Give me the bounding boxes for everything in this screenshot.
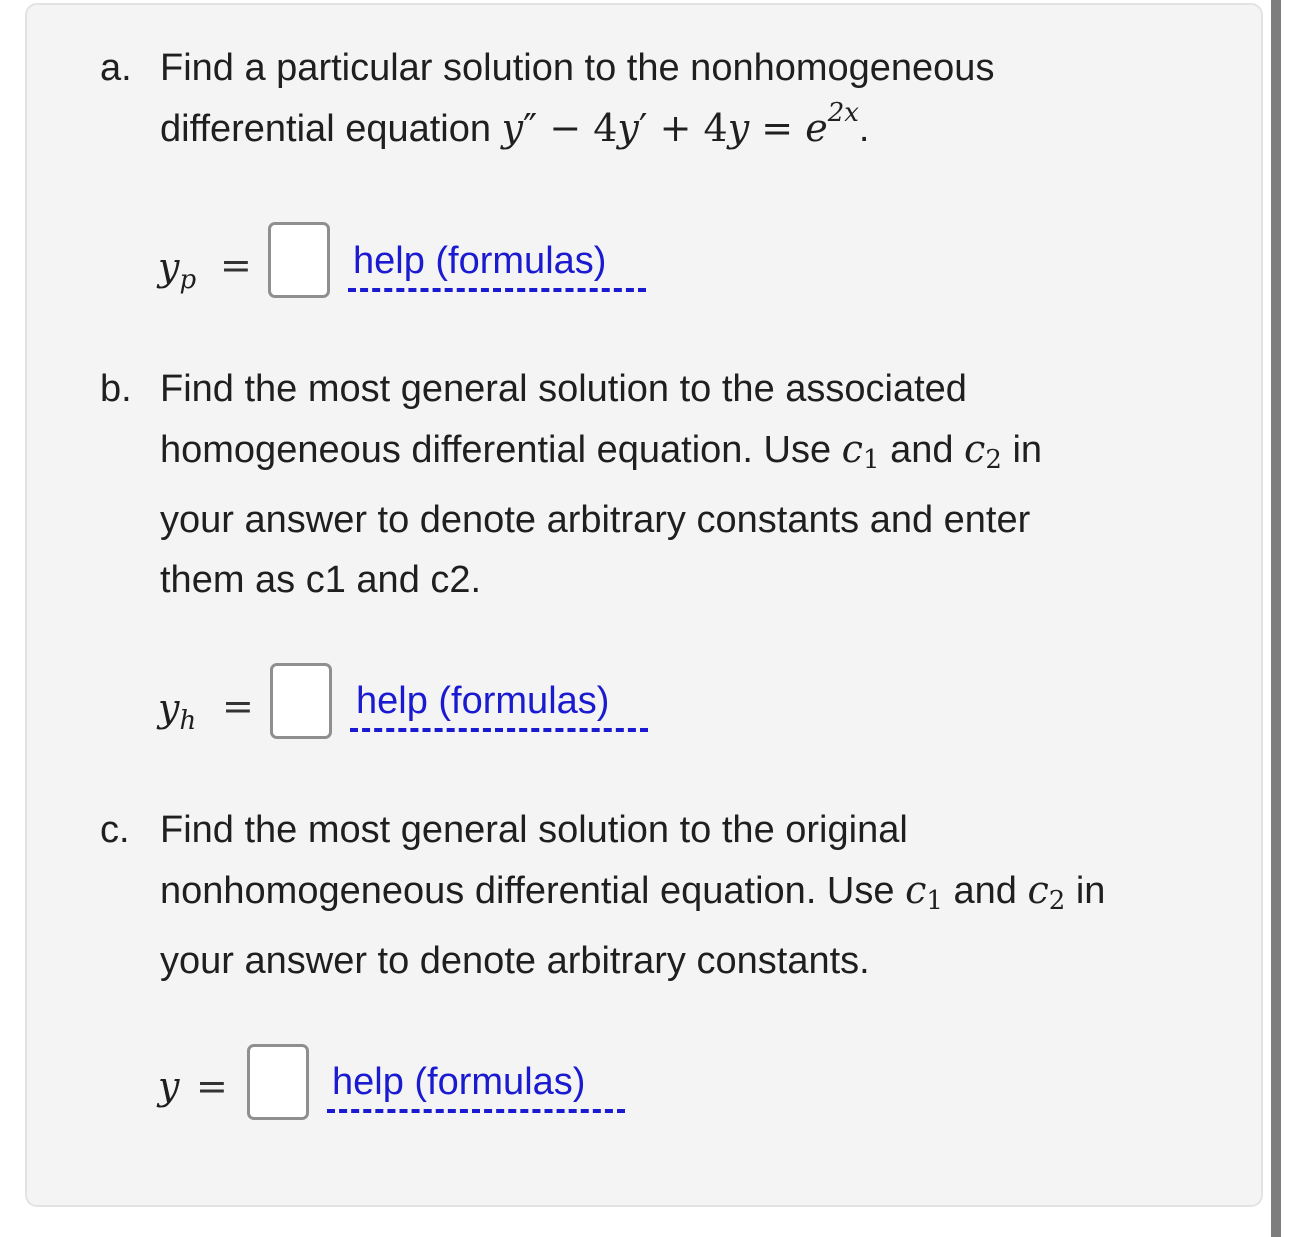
part-a-line1: Find a particular solution to the nonhomogeneous bbox=[160, 47, 995, 89]
y-answer-input[interactable] bbox=[247, 1044, 309, 1120]
yh-help-link[interactable]: help (formulas) bbox=[356, 680, 610, 722]
c1-symbol: $c_1$ bbox=[905, 868, 943, 916]
c2-symbol: $c_2$ bbox=[964, 427, 1002, 475]
part-c-marker: c. bbox=[100, 809, 130, 851]
c1-symbol: $c_1$ bbox=[841, 427, 880, 475]
part-b-marker: b. bbox=[100, 368, 132, 410]
part-b-prompt: Find the most general solution to the associated homogeneous differential equation. Use $c_1$ and $c_2$ in your answer to denote arbitrary constants and enter them as c1 and c2. bbox=[160, 368, 1043, 601]
yp-label: $y_p$ bbox=[158, 245, 197, 295]
yp-answer-input[interactable] bbox=[268, 222, 330, 298]
y-help-link[interactable]: help (formulas) bbox=[332, 1061, 586, 1103]
y-help-underline bbox=[327, 1109, 625, 1113]
y-label: y bbox=[158, 1064, 180, 1108]
yh-help-underline bbox=[350, 728, 648, 732]
differential-equation: $y'' - 4y' + 4y = e^{2x}$ bbox=[501, 98, 859, 150]
yp-help-underline bbox=[348, 288, 646, 292]
yh-answer-input[interactable] bbox=[270, 663, 332, 739]
part-a-line2: differential equation bbox=[160, 108, 491, 150]
yp-equals: = bbox=[220, 243, 252, 287]
yh-equals: = bbox=[222, 684, 254, 728]
yh-label: $y_h$ bbox=[158, 686, 197, 736]
part-a-prompt: Find a particular solution to the nonhomogeneous differential equation $y'' - 4y' + 4y = e^{2x}$. bbox=[160, 47, 995, 150]
scrollbar[interactable] bbox=[1271, 0, 1281, 1237]
part-a-marker: a. bbox=[100, 47, 132, 89]
yp-help-link[interactable]: help (formulas) bbox=[353, 240, 607, 282]
part-c-prompt: Find the most general solution to the original nonhomogeneous differential equation. Use $c_1$ and $c_2$ in your answer to denote arbitrary constants. bbox=[160, 809, 1106, 982]
c2-symbol: $c_2$ bbox=[1027, 868, 1066, 916]
y-equals: = bbox=[196, 1064, 228, 1108]
